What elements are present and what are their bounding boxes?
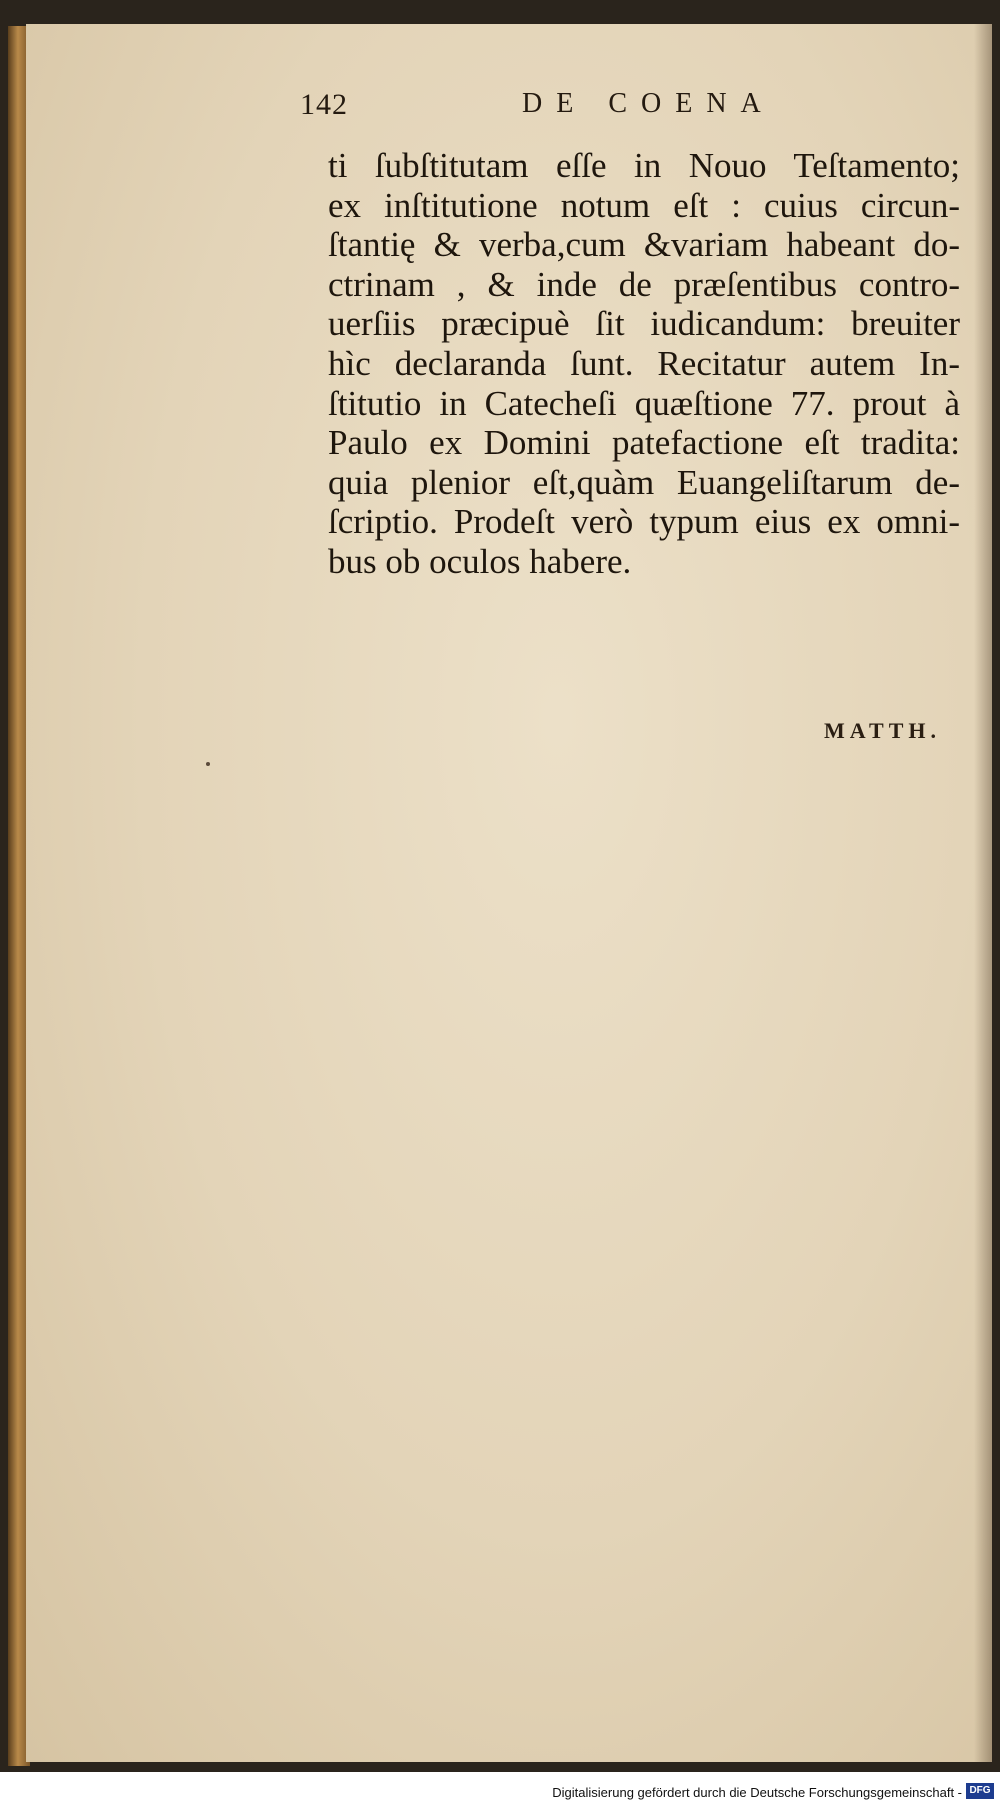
page-number: 142 — [300, 88, 348, 121]
page-gutter-shadow — [974, 24, 992, 1762]
text-line: ti ſubſtitutam eſſe in Nouo Teſtamento; — [328, 146, 960, 185]
text-line: quia plenior eſt,quàm Euangeliſtarum de- — [328, 462, 960, 502]
paper-speck — [206, 762, 210, 766]
text-line: ctrinam , & inde de præſentibus contro- — [328, 264, 960, 304]
text-line: ex inſtitutione notum eſt : cuius circun- — [328, 185, 960, 225]
text-line: uerſiis præcipuè ſit iudicandum: breuiter — [328, 304, 960, 344]
dfg-logo: DFG — [966, 1783, 994, 1799]
running-title: DE COENA — [522, 88, 775, 119]
text-line: bus ob oculos habere. — [328, 541, 632, 581]
text-line: hìc declaranda ſunt. Recitatur autem In- — [328, 343, 960, 383]
funding-note: Digitalisierung gefördert durch die Deutsche Forschungsgemeinschaft - — [552, 1785, 962, 1800]
catchword: MATTH. — [824, 718, 941, 743]
running-header — [300, 88, 960, 132]
text-line: Paulo ex Domini patefactione eſt tradita: — [328, 423, 960, 463]
body-text — [328, 146, 960, 582]
text-line: ſtitutio in Catecheſi quæſtione 77. prout à — [328, 383, 960, 423]
text-line: ſtantię & verba,cum &variam habeant do- — [328, 225, 960, 265]
text-line: ſcriptio. Prodeſt verò typum eius ex omni- — [328, 502, 960, 542]
